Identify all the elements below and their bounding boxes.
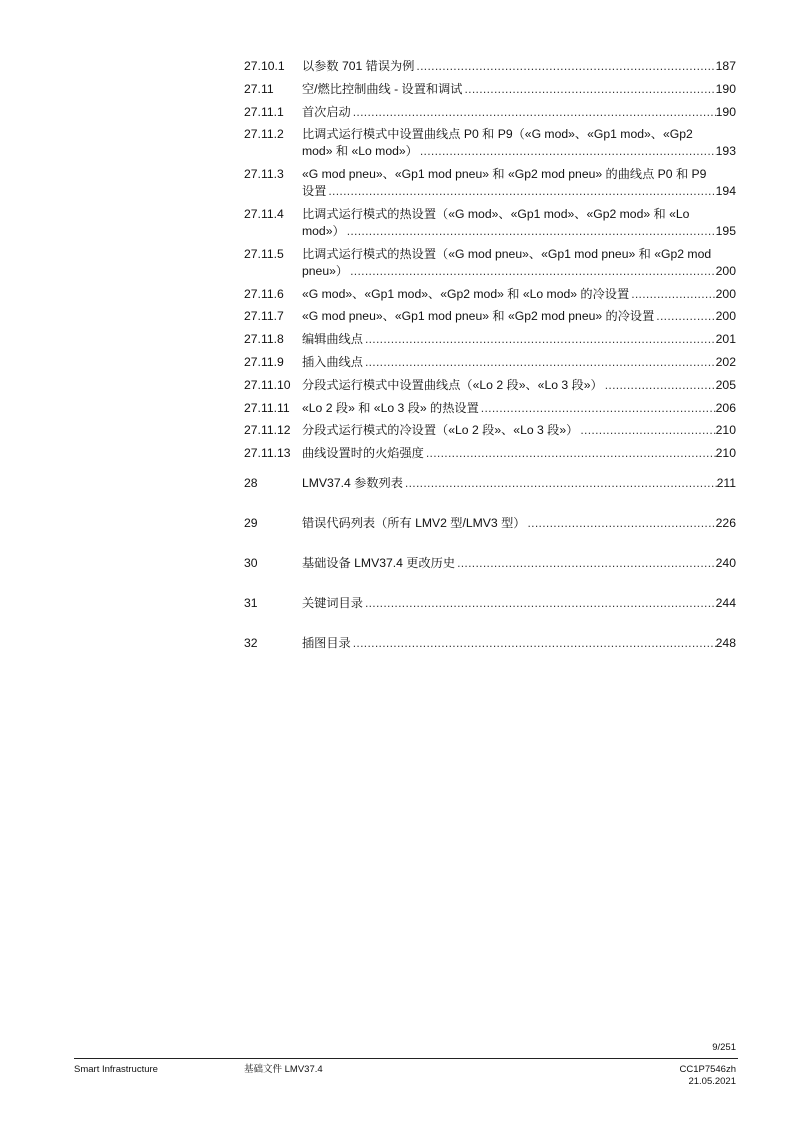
toc-leader-dots <box>418 143 716 160</box>
toc-entry-page: 187 <box>715 59 736 73</box>
toc-leader-dots <box>363 354 716 371</box>
toc-entry-number: 27.11.13 <box>244 446 291 461</box>
toc-entry-title: 比调式运行模式的热设置（«G mod pneu»、«Gp1 mod pneu» 和 «Gp2 mod <box>302 246 712 261</box>
toc-entry-page: 210 <box>715 446 736 461</box>
toc-entry-line <box>302 400 736 417</box>
toc-entry-line <box>302 81 736 98</box>
toc-entry-title: 比调式运行模式的热设置（«G mod»、«Gp1 mod»、«Gp2 mod» 和 «Lo <box>302 206 690 221</box>
footer-document-info <box>600 1064 736 1088</box>
toc-entry[interactable] <box>244 400 736 417</box>
toc-entry-title: 首次启动 <box>302 104 351 119</box>
toc-leader-dots <box>414 58 715 75</box>
toc-entry-line <box>302 354 736 371</box>
toc-entry-body <box>302 126 736 160</box>
toc-leader-dots <box>654 308 715 325</box>
toc-entry-body <box>302 331 736 348</box>
toc-entry-page: 206 <box>715 400 736 415</box>
toc-entry-page: 240 <box>715 556 736 571</box>
toc-entry-line <box>302 286 736 303</box>
toc-entry-line <box>302 263 736 280</box>
toc-entry[interactable] <box>244 58 736 75</box>
toc-entry-title: 分段式运行模式的冷设置（«Lo 2 段»、«Lo 3 段»） <box>302 423 579 438</box>
toc-entry-title: LMV37.4 参数列表 <box>302 476 403 491</box>
toc-entry-number: 31 <box>244 596 258 611</box>
toc-leader-dots <box>348 263 716 280</box>
toc-leader-dots <box>455 555 716 572</box>
toc-entry-page: 200 <box>715 309 736 324</box>
toc-leader-dots <box>629 286 715 303</box>
page-number: 9/251 <box>712 1042 736 1053</box>
toc-entry-number: 27.11.7 <box>244 309 284 324</box>
toc-entry-number: 27.11.9 <box>244 354 284 369</box>
footer-company: Smart Infrastructure <box>74 1064 158 1075</box>
toc-chapters <box>244 475 736 652</box>
toc-entry[interactable] <box>244 206 736 240</box>
toc-entry-title: 空/燃比控制曲线 - 设置和调试 <box>302 81 463 96</box>
toc-leader-dots <box>351 635 716 652</box>
toc-entry[interactable] <box>244 377 736 394</box>
toc-entry-page: 202 <box>715 354 736 369</box>
toc-entry-line <box>302 475 736 492</box>
toc-entry-title: «Lo 2 段» 和 «Lo 3 段» 的热设置 <box>302 400 479 415</box>
toc-entry-body <box>302 81 736 98</box>
toc-entry-title: mod» 和 «Lo mod»） <box>302 144 418 159</box>
toc-entry[interactable] <box>244 331 736 348</box>
toc-entry-title: 曲线设置时的火焰强度 <box>302 446 424 461</box>
toc-entry[interactable] <box>244 595 736 612</box>
toc-entry-body <box>302 377 736 394</box>
footer-date: 21.05.2021 <box>688 1076 736 1087</box>
toc-leader-dots <box>424 445 716 462</box>
toc-entry[interactable] <box>244 445 736 462</box>
toc-leader-dots <box>462 81 715 98</box>
toc-entry-title: 编辑曲线点 <box>302 332 363 347</box>
toc-leader-dots <box>326 183 715 200</box>
toc-entry-title: 插入曲线点 <box>302 354 363 369</box>
toc-leader-dots <box>363 595 716 612</box>
toc-entry-number: 27.11.3 <box>244 167 284 182</box>
toc-entry[interactable] <box>244 635 736 652</box>
toc-entry-line <box>302 445 736 462</box>
toc-entry-number: 27.11.8 <box>244 332 284 347</box>
toc-entry-body <box>302 555 736 572</box>
toc-entry-line <box>302 223 736 240</box>
toc-entry-title: 基础设备 LMV37.4 更改历史 <box>302 556 456 571</box>
toc-entry-line <box>302 377 736 394</box>
toc-entry-number: 27.11.4 <box>244 206 284 221</box>
toc-entry-title: pneu»） <box>302 263 349 278</box>
toc-entry-line <box>302 143 736 160</box>
footer-divider <box>74 1058 738 1059</box>
toc-subsections <box>244 58 736 462</box>
toc-entry-body <box>302 58 736 75</box>
toc-entry-number: 27.10.1 <box>244 59 285 73</box>
toc-entry[interactable] <box>244 286 736 303</box>
toc-entry-line <box>302 422 736 439</box>
toc-entry[interactable] <box>244 246 736 280</box>
toc-entry-body <box>302 166 736 200</box>
toc-entry[interactable] <box>244 126 736 160</box>
toc-entry-body <box>302 400 736 417</box>
toc-entry-body <box>302 475 736 492</box>
toc-entry-line <box>302 331 736 348</box>
toc-entry-line <box>302 555 736 572</box>
toc-entry-body <box>302 246 736 280</box>
toc-entry-body <box>302 515 736 532</box>
toc-entry-page: 195 <box>715 223 736 238</box>
toc-entry-page: 226 <box>715 516 736 531</box>
toc-entry-line <box>302 515 736 532</box>
toc-entry-body <box>302 286 736 303</box>
toc-entry[interactable] <box>244 354 736 371</box>
toc-entry-number: 27.11.2 <box>244 127 284 142</box>
toc-entry-number: 29 <box>244 516 258 531</box>
toc-entry[interactable] <box>244 308 736 325</box>
toc-entry-line <box>302 104 736 121</box>
toc-entry[interactable] <box>244 422 736 439</box>
toc-entry-number: 27.11.12 <box>244 423 291 438</box>
toc-entry-number: 27.11.6 <box>244 286 284 301</box>
toc-entry-page: 205 <box>715 377 736 392</box>
toc-leader-dots <box>363 331 716 348</box>
toc-entry-title: 错误代码列表（所有 LMV2 型/LMV3 型） <box>302 516 526 531</box>
footer-doc-id: CC1P7546zh <box>679 1064 736 1075</box>
toc-entry-page: 194 <box>715 184 736 199</box>
toc-entry-line <box>302 635 736 652</box>
toc-entry-line <box>302 58 736 75</box>
toc-leader-dots <box>578 422 715 439</box>
toc-entry-number: 27.11.11 <box>244 400 290 415</box>
table-of-contents <box>244 58 736 675</box>
toc-leader-dots <box>603 377 716 394</box>
toc-entry-title: mod»） <box>302 223 345 238</box>
toc-entry-line <box>302 308 736 325</box>
footer-document-title: 基础文件 LMV37.4 <box>244 1064 323 1075</box>
toc-entry-page: 211 <box>716 476 736 491</box>
toc-entry-page: 190 <box>715 104 736 119</box>
toc-entry-body <box>302 308 736 325</box>
toc-entry-line <box>302 183 736 200</box>
toc-entry-number: 27.11.10 <box>244 377 291 392</box>
toc-entry-page: 200 <box>715 286 736 301</box>
toc-entry-title: «G mod»、«Gp1 mod»、«Gp2 mod» 和 «Lo mod» 的冷设置 <box>302 286 630 301</box>
toc-entry-title: 插图目录 <box>302 636 351 651</box>
toc-entry-number: 28 <box>244 476 258 491</box>
toc-entry-title: 设置 <box>302 184 327 199</box>
toc-leader-dots <box>479 400 716 417</box>
toc-entry-body <box>302 354 736 371</box>
toc-entry-title: «G mod pneu»、«Gp1 mod pneu» 和 «Gp2 mod pneu» 的冷设置 <box>302 309 655 324</box>
toc-entry-page: 244 <box>715 596 736 611</box>
toc-entry-body <box>302 422 736 439</box>
toc-entry[interactable] <box>244 81 736 98</box>
toc-entry-number: 27.11 <box>244 81 274 96</box>
toc-entry[interactable] <box>244 104 736 121</box>
toc-entry-number: 27.11.1 <box>244 104 284 119</box>
toc-entry-number: 27.11.5 <box>244 246 284 261</box>
toc-entry-number: 30 <box>244 556 258 571</box>
toc-entry-body <box>302 104 736 121</box>
toc-entry-body <box>302 635 736 652</box>
toc-entry-page: 201 <box>715 332 736 347</box>
toc-entry[interactable] <box>244 555 736 572</box>
toc-entry-page: 210 <box>715 423 736 438</box>
toc-entry-page: 193 <box>715 144 736 159</box>
toc-entry-page: 248 <box>715 636 736 651</box>
toc-entry-title: 比调式运行模式中设置曲线点 P0 和 P9（«G mod»、«Gp1 mod»、«Gp2 <box>302 127 693 142</box>
toc-entry-page: 190 <box>715 81 736 96</box>
toc-entry[interactable] <box>244 475 736 492</box>
toc-entry[interactable] <box>244 515 736 532</box>
toc-leader-dots <box>345 223 716 240</box>
toc-entry[interactable] <box>244 166 736 200</box>
toc-entry-title: 关键词目录 <box>302 596 363 611</box>
toc-entry-title: 分段式运行模式中设置曲线点（«Lo 2 段»、«Lo 3 段»） <box>302 377 603 392</box>
toc-entry-title: 以参数 701 错误为例 <box>302 59 415 73</box>
toc-entry-number: 32 <box>244 636 258 651</box>
toc-entry-page: 200 <box>715 263 736 278</box>
toc-leader-dots <box>403 475 717 492</box>
toc-entry-body <box>302 206 736 240</box>
toc-leader-dots <box>525 515 715 532</box>
toc-entry-body <box>302 445 736 462</box>
toc-leader-dots <box>351 104 716 121</box>
toc-entry-line <box>302 595 736 612</box>
toc-entry-body <box>302 595 736 612</box>
toc-entry-title: «G mod pneu»、«Gp1 mod pneu» 和 «Gp2 mod pneu» 的曲线点 P0 和 P9 <box>302 167 707 182</box>
